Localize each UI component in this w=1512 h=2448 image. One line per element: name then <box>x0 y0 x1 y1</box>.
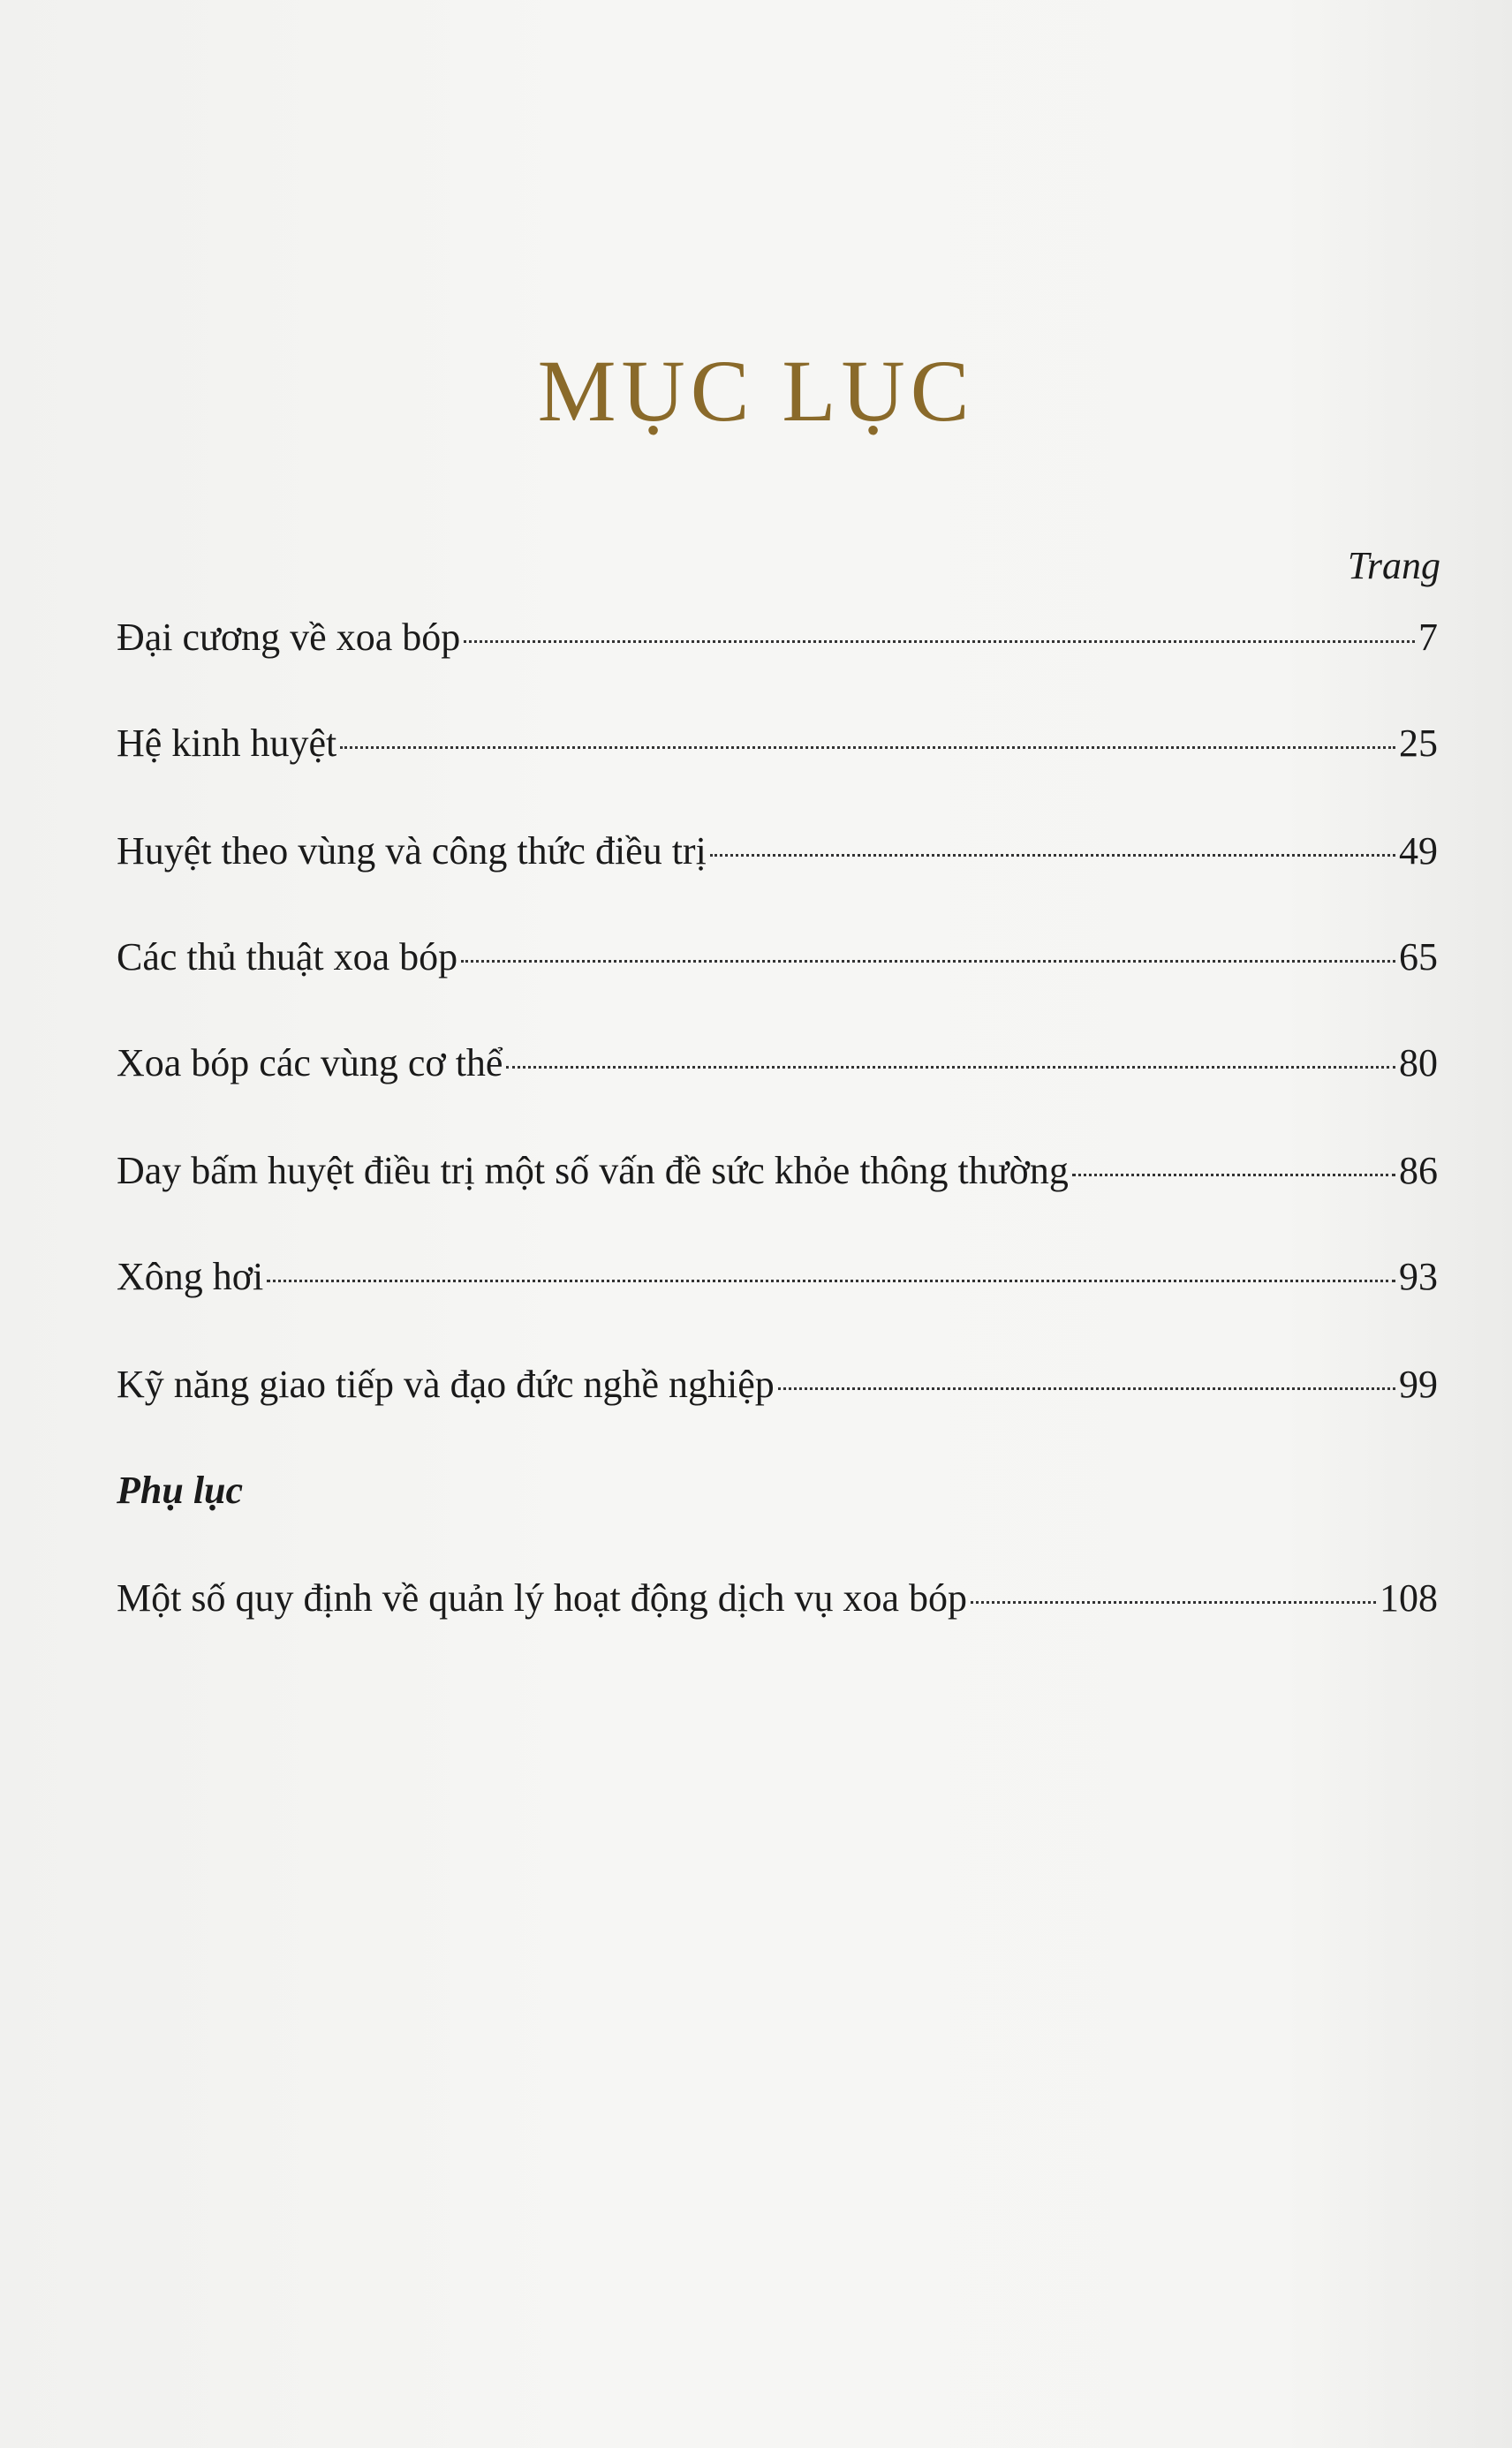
toc-entry-title: Đại cương về xoa bóp <box>117 616 461 659</box>
toc-entry-title: Day bấm huyệt điều trị một số vấn đề sức khỏe thông thường <box>117 1149 1069 1192</box>
toc-entry <box>117 825 1438 878</box>
toc-entry-title: Xông hơi <box>117 1255 264 1298</box>
dot-leader <box>710 854 1395 857</box>
toc-entry-page: 86 <box>1399 1149 1438 1192</box>
toc-entry <box>117 1358 1438 1411</box>
toc-entry <box>117 1037 1438 1090</box>
toc-entry-page: 80 <box>1399 1041 1438 1084</box>
toc-entry-title: Kỹ năng giao tiếp và đạo đức nghề nghiệp <box>117 1363 775 1406</box>
dot-leader <box>464 640 1415 643</box>
dot-leader <box>1072 1174 1395 1176</box>
toc-entry-page: 25 <box>1399 722 1438 765</box>
toc-entry-page: 93 <box>1399 1255 1438 1298</box>
toc-entry <box>117 717 1438 770</box>
dot-leader <box>461 960 1395 963</box>
toc-entry <box>117 1250 1438 1303</box>
toc-entry-page: 49 <box>1399 829 1438 873</box>
dot-leader <box>506 1066 1395 1069</box>
toc-entry <box>117 931 1438 984</box>
toc-entry-page: 108 <box>1380 1576 1438 1620</box>
toc-entry-page: 65 <box>1399 935 1438 978</box>
toc-entry-title: Xoa bóp các vùng cơ thể <box>117 1041 503 1084</box>
toc-entry <box>117 611 1438 664</box>
toc-entry-title: Một số quy định về quản lý hoạt động dịch vụ xoa bóp <box>117 1576 968 1620</box>
dot-leader <box>340 746 1395 749</box>
dot-leader <box>971 1601 1376 1604</box>
dot-leader <box>778 1387 1395 1390</box>
toc-entry <box>117 1145 1438 1198</box>
toc-entry-title: Huyệt theo vùng và công thức điều trị <box>117 829 707 873</box>
page-column-label: Trang <box>1347 544 1440 587</box>
appendix-heading: Phụ lục <box>117 1469 244 1512</box>
toc-entry-page: 7 <box>1418 616 1438 659</box>
toc-entry <box>117 1572 1438 1625</box>
toc-entry-title: Hệ kinh huyệt <box>117 722 337 765</box>
page-title: MỤC LỤC <box>537 342 975 440</box>
toc-entry-title: Các thủ thuật xoa bóp <box>117 935 458 978</box>
dot-leader <box>267 1280 1395 1282</box>
toc-entry-page: 99 <box>1399 1363 1438 1406</box>
